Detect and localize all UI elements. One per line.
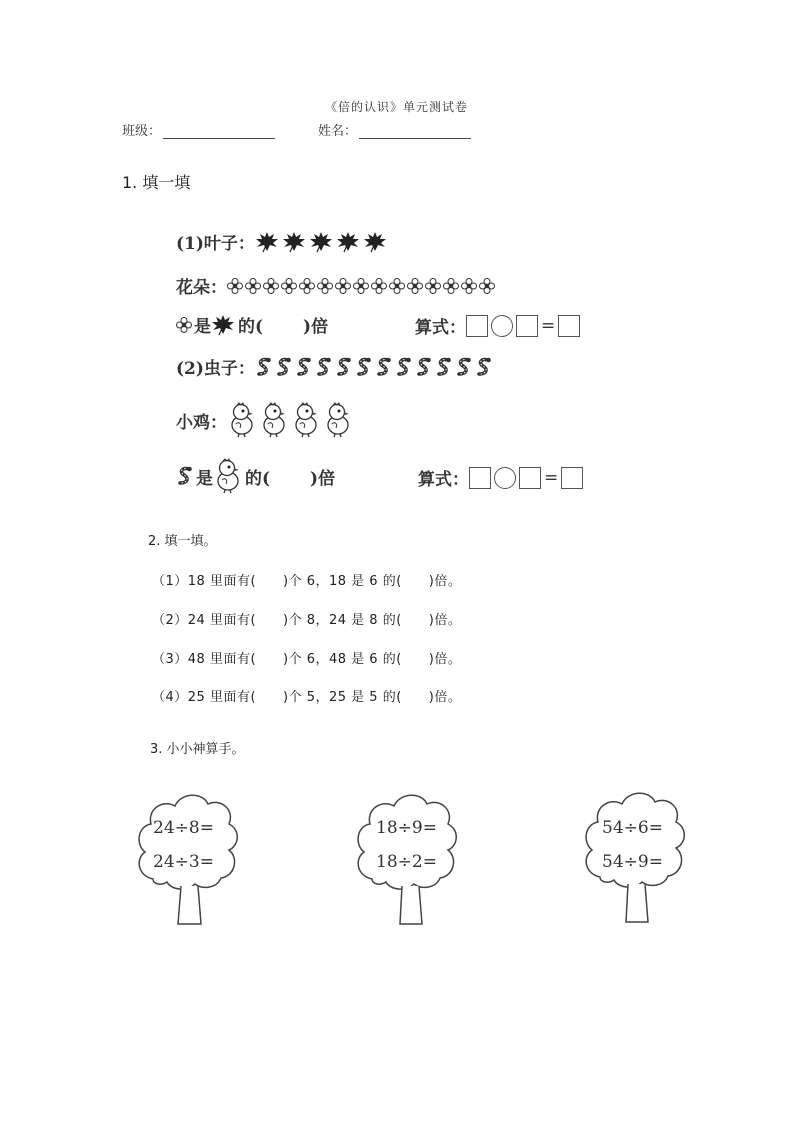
part1-question [176, 312, 328, 337]
problem-text[interactable]: 18÷2= [376, 852, 437, 872]
question-2[interactable]: （2）24 里面有( )个 8，24 是 8 的( )倍。 [152, 613, 462, 628]
worm-icon [275, 357, 292, 377]
formula-box[interactable] [516, 315, 538, 337]
formula-box[interactable] [558, 315, 580, 337]
worm-row [176, 354, 495, 379]
flower-icon [281, 278, 297, 294]
flower-group [227, 278, 497, 294]
leaf-icon [363, 231, 387, 253]
bei-text: )倍 [303, 317, 329, 337]
page-title: 《倍的认识》单元测试卷 [324, 100, 468, 114]
worm-icon [176, 466, 193, 486]
shi-text: 是 [196, 468, 213, 489]
section2-title: 2. 填一填。 [148, 534, 217, 549]
worm-icon [455, 357, 472, 377]
problem-text[interactable]: 24÷8= [153, 818, 214, 838]
equals-sign: = [541, 315, 556, 336]
section1-title: 1. 填一填 [122, 173, 191, 192]
formula-box[interactable] [561, 467, 583, 489]
operator-circle[interactable] [491, 315, 513, 337]
equals-sign: = [544, 467, 559, 488]
de-text: 的( [245, 468, 271, 489]
worm-icon [415, 357, 432, 377]
chick-label: 小鸡： [176, 412, 227, 433]
leaf-icon [309, 231, 333, 253]
chick-icon [227, 402, 255, 438]
worm-icon [255, 357, 272, 377]
flower-icon [335, 278, 351, 294]
flower-icon [317, 278, 333, 294]
worm-icon [375, 357, 392, 377]
part1-formula [415, 313, 580, 338]
flower-icon [389, 278, 405, 294]
shi-text: 是 [194, 317, 211, 337]
formula-box[interactable] [466, 315, 488, 337]
formula-label: 算式： [418, 470, 469, 490]
class-blank[interactable] [163, 126, 275, 139]
flower-icon [479, 278, 495, 294]
leaf-icon [211, 314, 235, 336]
problem-text[interactable]: 24÷3= [153, 852, 214, 872]
chick-icon [291, 402, 319, 438]
flower-icon [263, 278, 279, 294]
bei-text: )倍 [310, 468, 336, 489]
worm-icon [315, 357, 332, 377]
chick-row [176, 402, 355, 438]
class-label: 班级： [122, 124, 162, 139]
flower-icon [407, 278, 423, 294]
worm-label: (2)虫子： [176, 359, 255, 379]
worm-icon [295, 357, 312, 377]
flower-icon [425, 278, 441, 294]
flower-icon [245, 278, 261, 294]
chick-icon [259, 402, 287, 438]
question-1[interactable]: （1）18 里面有( )个 6，18 是 6 的( )倍。 [152, 574, 462, 589]
part2-question [176, 458, 335, 494]
flower-icon [371, 278, 387, 294]
flower-icon [353, 278, 369, 294]
formula-label: 算式： [415, 318, 466, 338]
question-3[interactable]: （3）48 里面有( )个 6，48 是 6 的( )倍。 [152, 652, 462, 667]
operator-circle[interactable] [494, 467, 516, 489]
tree-card-2 [352, 784, 462, 934]
worm-icon [435, 357, 452, 377]
problem-text[interactable]: 18÷9= [376, 818, 437, 838]
name-blank[interactable] [359, 126, 471, 139]
formula-box[interactable] [519, 467, 541, 489]
flower-label: 花朵： [176, 278, 227, 298]
tree-card-1 [133, 784, 243, 934]
problem-text[interactable]: 54÷9= [602, 852, 663, 872]
worm-icon [475, 357, 492, 377]
tree-card-3 [580, 782, 690, 932]
question-4[interactable]: （4）25 里面有( )个 5，25 是 5 的( )倍。 [152, 690, 462, 705]
flower-icon [176, 317, 192, 333]
chick-icon [323, 402, 351, 438]
leaf-label: (1)叶子： [176, 234, 255, 254]
section3-title: 3. 小小神算手。 [150, 742, 245, 757]
part2-formula [418, 465, 583, 490]
leaf-icon [336, 231, 360, 253]
name-label: 姓名： [318, 124, 358, 139]
worm-icon [355, 357, 372, 377]
leaf-row [176, 229, 390, 254]
flower-icon [461, 278, 477, 294]
worm-group [255, 357, 495, 377]
problem-text[interactable]: 54÷6= [602, 818, 663, 838]
flower-icon [227, 278, 243, 294]
class-field [122, 120, 275, 139]
flower-icon [299, 278, 315, 294]
flower-icon [443, 278, 459, 294]
leaf-icon [282, 231, 306, 253]
worm-icon [395, 357, 412, 377]
worm-icon [335, 357, 352, 377]
leaf-icon [255, 231, 279, 253]
chick-icon [213, 458, 241, 494]
formula-box[interactable] [469, 467, 491, 489]
de-text: 的( [238, 317, 264, 337]
name-field [318, 120, 471, 139]
flower-row [176, 273, 497, 298]
